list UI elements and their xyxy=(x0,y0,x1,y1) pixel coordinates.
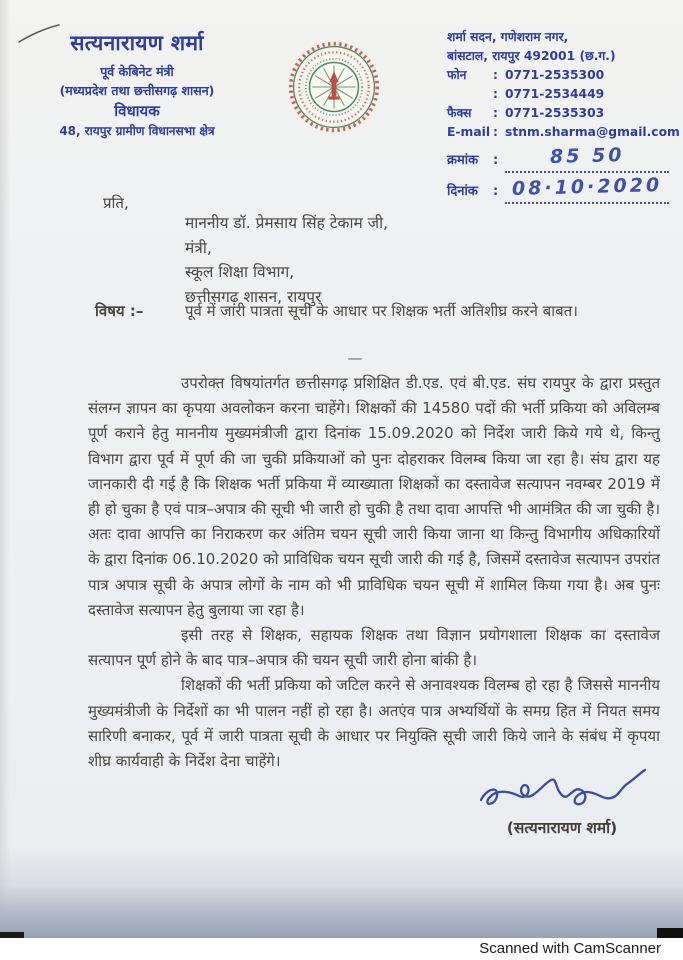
colon: : xyxy=(493,125,498,139)
scan-bottom-shadow xyxy=(0,846,683,938)
subject-text: पूर्व में जारी पात्रता सूची के आधार पर शिक्षक भर्ती अतिशीघ्र करने बाबत। xyxy=(185,302,578,320)
address-line-1: शर्मा सदन, गणेशराम नगर, xyxy=(447,30,569,44)
email-address: stnm.sharma@gmail.com xyxy=(505,125,680,139)
recipient-line: छत्तीसगढ़ शासन, रायपुर xyxy=(185,287,322,306)
scan-edge-shadow xyxy=(0,0,10,940)
fax-number: 0771-2535303 xyxy=(505,106,605,120)
phone-label: फोन xyxy=(447,68,467,82)
colon: : xyxy=(493,184,499,199)
camscanner-bar xyxy=(0,938,683,960)
recipient-line: स्कूल शिक्षा विभाग, xyxy=(185,263,295,281)
letterhead-left xyxy=(26,28,248,141)
sender-constituency: 48, रायपुर ग्रामीण विधानसभा क्षेत्र xyxy=(59,124,215,138)
camscanner-label: Scanned with CamScanner xyxy=(479,940,661,957)
subject-label: विषय :– xyxy=(95,302,144,320)
paragraph-1: उपरोक्त विषयांतर्गत छत्तीसगढ़ प्रशिक्षित डी.एड. एवं बी.एड. संघ रायपुर के द्वारा प्रस्तुत संलग्न ज्ञापन का कृपया अवलोकन करना चाहेंगे। शिक्षकों की 14580 पदों की भर्ती प्रकिया को अविलम्ब पूर्ण कराने हेतु माननीय मुख्यमंत्रीजी द्वारा दिनांक 15.09.2020 को निर्देश जारी किये गये थे, किन्तु विभाग द्वारा पूर्व में पूर्ण की जा चुकी प्रकियाओं को पुनः दोहराकर विलम्ब किया जा रहा है। संघ द्वारा यह जानकारी दी गई है कि शिक्षक भर्ती प्रकिया में व्याख्याता शिक्षकों का दस्तावेज सत्यापन नवम्बर 2019 में ही हो चुका है एवं पात्र–अपात्र की सूची भी जारी हो चुकी है तथा दावा आपत्ति भी आमंत्रित की जा चुकी है। अतः दावा आपत्ति का निराकरण कर अंतिम चयन सूची जारी किया जाना था किन्तु विभागीय अधिकारियों के द्वारा दिनांक 06.10.2020 को प्राविधिक चयन सूची जारी की गई है, जिसमें दस्तावेज सत्यापन उपरांत पात्र अपात्र सूची के अपात्र लोगों के नाम को भी प्राविधिक चयन सूची में शामिल किया गया है। अब पुनः दस्तावेज सत्यापन हेतु बुलाया जा रहा है। xyxy=(88,374,660,619)
ref-number-handwritten: 85 50 xyxy=(549,144,625,168)
assembly-seal-icon xyxy=(287,40,381,134)
recipient-salutation: प्रति, xyxy=(103,194,129,212)
date-label: दिनांक xyxy=(447,184,478,199)
paragraph-2: इसी तरह से शिक्षक, सहायक शिक्षक तथा विज्ञान प्रयोगशाला शिक्षक का दस्तावेज सत्यापन पूर्ण होने के बाद पात्र–अपात्र की चयन सूची जारी होना बांकी है। xyxy=(88,626,660,670)
sender-title-1: पूर्व केबिनेट मंत्री xyxy=(100,64,174,79)
date-handwritten: 08·10·2020 xyxy=(511,174,663,200)
subject-divider: — xyxy=(347,349,363,367)
letter-body xyxy=(88,371,660,774)
letterhead-right xyxy=(447,28,680,204)
subject-row xyxy=(95,299,657,323)
recipient-line: मंत्री, xyxy=(185,238,212,257)
signature-block xyxy=(467,766,657,838)
signature-scrawl-icon xyxy=(473,766,651,814)
sender-name: सत्यनारायण शर्मा xyxy=(70,31,204,55)
fax-label: फैक्स xyxy=(447,106,472,120)
colon: : xyxy=(493,87,498,101)
address-line-2: बांसटाल, रायपुर 492001 (छ.ग.) xyxy=(447,49,616,63)
signatory-name: (सत्यनारायण शर्मा) xyxy=(506,819,618,837)
phone-number-2: 0771-2534449 xyxy=(505,87,605,101)
recipient-line: माननीय डॉ. प्रेमसाय सिंह टेकाम जी, xyxy=(185,214,389,232)
ref-number-label: क्रमांक xyxy=(447,153,479,168)
colon: : xyxy=(493,106,498,120)
recipient-block xyxy=(185,211,388,309)
phone-number-1: 0771-2535300 xyxy=(505,68,605,82)
sender-title-3: विधायक xyxy=(114,102,160,120)
email-label: E-mail xyxy=(447,125,491,139)
sender-title-2: (मध्यप्रदेश तथा छत्तीसगढ़ शासन) xyxy=(59,83,215,98)
colon: : xyxy=(493,68,498,82)
paragraph-3: शिक्षकों की भर्ती प्रकिया को जटिल करने से अनावश्यक विलम्ब हो रहा है जिससे माननीय मुख्यमंत्रीजी के निर्देशों का भी पालन नहीं हो रहा है। अतएंव पात्र अभ्यर्थियों के समग्र हित में नियत समय सारिणी बनाकर, पूर्व में जारी पात्रता सूची के आधार पर नियुक्ति सूची जारी किये जाने के संबंध में कृपया शीघ्र कार्यवाही के निर्देश देना चाहेंगे। xyxy=(88,676,660,771)
colon: : xyxy=(493,153,499,168)
